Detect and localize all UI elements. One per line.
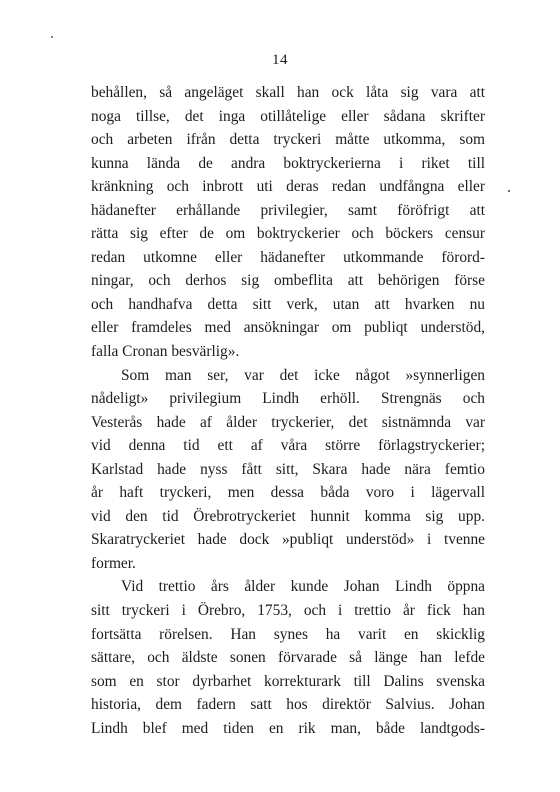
paragraph (91, 364, 485, 576)
text-line: Vid trettio års ålder kunde Johan Lindh öppna (121, 578, 485, 596)
text-line: och handhafva detta sitt verk, utan att hvarken nu (91, 295, 485, 313)
body-text (91, 81, 485, 740)
text-line: Lindh blef med tiden en rik man, både landtgods- (91, 719, 485, 737)
paragraph (91, 575, 485, 740)
text-line: ningar, och derhos sig ombeflita att behörigen förse (91, 272, 485, 290)
page-number: 14 (272, 52, 288, 68)
text-line: kunna lända de andra boktryckerierna i riket till (91, 154, 485, 172)
text-line: redan utkomne eller hädanefter utkommande förord- (91, 248, 485, 266)
text-line: rätta sig efter de om boktryckerier och böckers censur (91, 225, 485, 243)
text-line: kränkning och inbrott uti deras redan undfångna eller (91, 178, 485, 196)
print-speck (508, 190, 510, 192)
text-line: vid den tid Örebrotryckeriet hunnit komma sig upp. (91, 507, 485, 525)
print-speck (51, 36, 53, 38)
text-line: Karlstad hade nyss fått sitt, Skara hade nära femtio (91, 460, 485, 478)
text-line: som en stor dyrbarhet korrekturark till Dalins svenska (91, 672, 485, 690)
text-line: nådeligt» privilegium Lindh erhöll. Strengnäs och (91, 390, 485, 408)
text-line: vid denna tid ett af våra större förlagstryckerier; (91, 437, 485, 455)
paragraph (91, 81, 485, 364)
text-line: historia, dem fadern satt hos direktör Salvius. Johan (91, 696, 485, 714)
text-line: hädanefter erhållande privilegier, samt föröfrigt att (91, 201, 485, 219)
text-line: noga tillse, det inga otillåtelige eller sådana skrifter (91, 107, 485, 125)
text-line: sättare, och äldste sonen förvarade så länge han lefde (91, 649, 485, 667)
text-line: och arbeten ifrån detta tryckeri måtte utkomma, som (91, 131, 485, 149)
text-line: Som man ser, var det icke något »synnerligen (121, 366, 485, 384)
text-line: behållen, så angeläget skall han ock låta sig vara att (91, 84, 485, 101)
text-line: sitt tryckeri i Örebro, 1753, och i trettio år fick han (91, 602, 485, 620)
text-line: falla Cronan besvärlig». (91, 343, 240, 361)
text-line: Vesterås hade af ålder tryckerier, det sistnämnda var (91, 413, 485, 431)
text-line: fortsätta rörelsen. Han synes ha varit en skicklig (91, 625, 485, 643)
text-line: eller framdeles med ansökningar om publiqt understöd, (91, 319, 485, 337)
text-line: Skaratryckeriet hade dock »publiqt understöd» i tvenne (91, 531, 485, 549)
text-line: former. (91, 554, 136, 572)
text-line: år haft tryckeri, men dessa båda voro i lägervall (91, 484, 485, 502)
